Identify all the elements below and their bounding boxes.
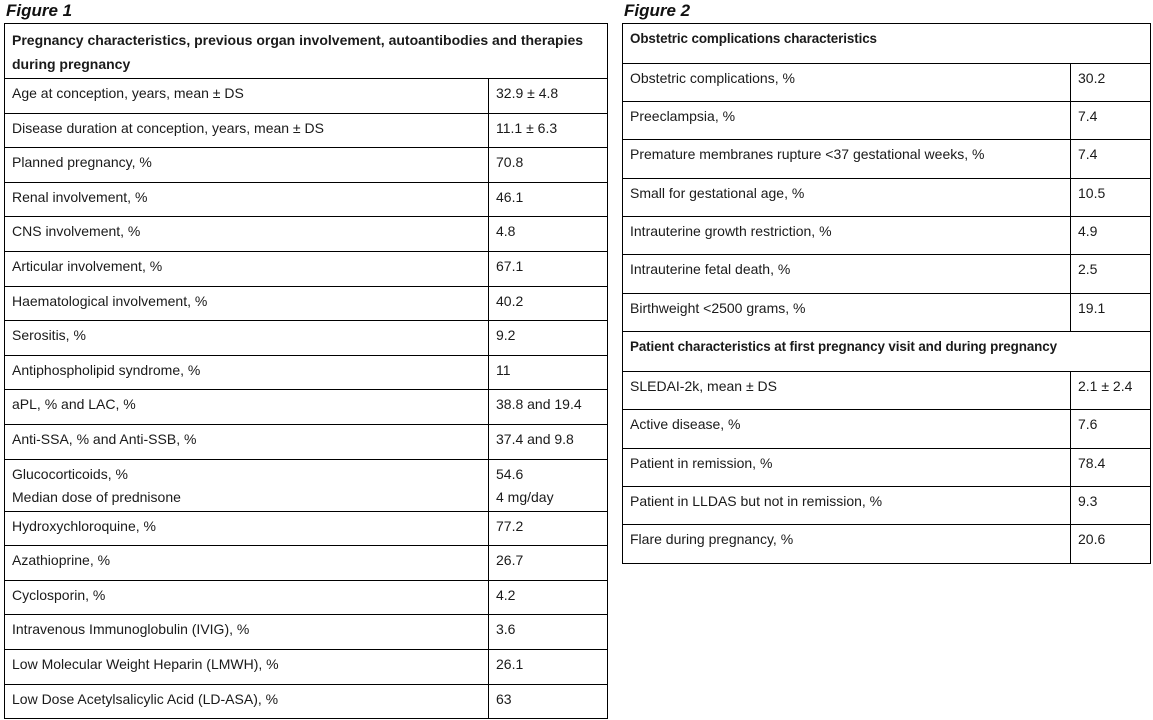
row-label-cell (5, 580, 489, 615)
figure-1-table (4, 23, 608, 719)
row-value: 7.4 (1078, 107, 1098, 124)
row-label-cell (623, 293, 1071, 331)
row-label: Preeclampsia, % (630, 107, 736, 124)
row-value: 2.1 ± 2.4 (1078, 377, 1133, 394)
row-value-cell (489, 615, 608, 650)
row-label-cell (623, 410, 1071, 448)
row-value: 3.6 (496, 621, 516, 638)
row-value: 11 (496, 361, 511, 378)
row-value: 70.8 (496, 154, 524, 171)
table-row (5, 546, 608, 581)
row-label: Intrauterine growth restriction, % (630, 223, 832, 240)
row-label: Disease duration at conception, years, mean ± DS (12, 119, 324, 136)
row-label: Haematological involvement, % (12, 292, 208, 309)
row-value-cell (1071, 63, 1151, 101)
row-label: Planned pregnancy, % (12, 154, 152, 171)
table-row (5, 511, 608, 546)
table-row (623, 525, 1151, 563)
row-value-line2: 4 mg/day (496, 488, 554, 505)
row-value: 38.8 and 19.4 (496, 396, 582, 413)
row-value-cell (489, 459, 608, 511)
row-value-cell (1071, 178, 1151, 216)
figure-2-table (622, 23, 1151, 564)
row-label-cell (5, 355, 489, 390)
row-value-cell (1071, 293, 1151, 331)
row-label-cell (5, 113, 489, 148)
row-label: Low Dose Acetylsalicylic Acid (LD-ASA), % (12, 690, 279, 707)
table-row (5, 390, 608, 425)
row-value-cell (489, 217, 608, 252)
row-label-line2: Median dose of prednisone (12, 488, 181, 505)
row-label-cell (5, 286, 489, 321)
row-label: CNS involvement, % (12, 223, 141, 240)
row-label-cell (5, 511, 489, 546)
row-value: 46.1 (496, 188, 524, 205)
row-label: Premature membranes rupture <37 gestational weeks, % (630, 146, 985, 163)
row-value-cell (489, 79, 608, 114)
row-label: Serositis, % (12, 327, 86, 344)
row-value-cell (489, 424, 608, 459)
row-value: 9.3 (1078, 492, 1098, 509)
row-label-cell (623, 217, 1071, 255)
table-row (5, 286, 608, 321)
table-row (5, 649, 608, 684)
row-value: 7.6 (1078, 416, 1098, 433)
table-row (623, 255, 1151, 293)
table-row (623, 293, 1151, 331)
row-label: Small for gestational age, % (630, 184, 805, 201)
figure-1-title: Figure 1 (6, 1, 73, 20)
row-label: Cyclosporin, % (12, 586, 106, 603)
row-value: 20.6 (1078, 531, 1106, 548)
row-value: 77.2 (496, 517, 524, 534)
row-label: Intrauterine fetal death, % (630, 261, 791, 278)
table-row (5, 217, 608, 252)
row-label-cell (623, 140, 1071, 178)
row-value: 32.9 ± 4.8 (496, 85, 559, 101)
row-value: 26.7 (496, 552, 524, 569)
table-row (623, 178, 1151, 216)
row-label: Low Molecular Weight Heparin (LMWH), % (12, 655, 279, 672)
row-label-cell (5, 251, 489, 286)
table-row (5, 355, 608, 390)
row-value: 40.2 (496, 292, 524, 309)
row-label-cell (623, 63, 1071, 101)
table-row (5, 113, 608, 148)
table-row (5, 424, 608, 459)
row-label: aPL, % and LAC, % (12, 396, 136, 413)
row-label: Hydroxychloroquine, % (12, 517, 156, 534)
row-value-cell (1071, 140, 1151, 178)
row-label: Obstetric complications, % (630, 69, 795, 86)
table-row (623, 101, 1151, 139)
row-value-cell (489, 321, 608, 356)
row-value: 37.4 and 9.8 (496, 430, 574, 447)
row-label-cell (5, 217, 489, 252)
row-value-cell (489, 148, 608, 183)
row-value-cell (489, 251, 608, 286)
table-row (5, 251, 608, 286)
row-label: Patient in LLDAS but not in remission, % (630, 492, 883, 509)
table-row (623, 486, 1151, 524)
table-row (623, 448, 1151, 486)
table-row (5, 148, 608, 183)
row-value-cell (489, 546, 608, 581)
table-row (5, 459, 608, 511)
table-row (623, 217, 1151, 255)
figure-2 (622, 2, 1150, 564)
figure-2-table-body (623, 24, 1151, 564)
row-label-cell (5, 684, 489, 719)
row-value: 7.4 (1078, 146, 1098, 163)
row-label-cell (5, 424, 489, 459)
row-label-cell (5, 459, 489, 511)
row-label-cell (5, 649, 489, 684)
row-label-cell (623, 101, 1071, 139)
row-label-cell (5, 182, 489, 217)
row-value-cell (1071, 448, 1151, 486)
row-label-cell (5, 148, 489, 183)
table-row (623, 371, 1151, 409)
row-label: Renal involvement, % (12, 188, 148, 205)
row-label: Intravenous Immunoglobulin (IVIG), % (12, 621, 250, 638)
figure-2-title: Figure 2 (624, 1, 691, 20)
row-label-cell (623, 371, 1071, 409)
row-value-cell (1071, 486, 1151, 524)
row-value-cell (489, 649, 608, 684)
row-label: SLEDAI-2k, mean ± DS (630, 377, 777, 394)
table-row (5, 615, 608, 650)
section-header-cell: Patient characteristics at first pregnancy visit and during pregnancy (623, 332, 1151, 372)
row-value-cell (489, 511, 608, 546)
row-value: 11.1 ± 6.3 (496, 119, 558, 136)
row-label: Active disease, % (630, 416, 741, 433)
table-row (623, 140, 1151, 178)
row-label-cell (5, 615, 489, 650)
row-value: 9.2 (496, 327, 516, 344)
row-value-cell (1071, 371, 1151, 409)
row-value-cell (1071, 101, 1151, 139)
row-value: 4.2 (496, 586, 516, 603)
row-label: Azathioprine, % (12, 552, 111, 569)
row-label: Articular involvement, % (12, 257, 163, 274)
table-row (623, 410, 1151, 448)
row-value-cell (1071, 525, 1151, 563)
row-label-cell (623, 178, 1071, 216)
table-row (623, 63, 1151, 101)
row-label: Birthweight <2500 grams, % (630, 299, 806, 316)
table-row (5, 182, 608, 217)
row-label-cell (5, 390, 489, 425)
row-label: Age at conception, years, mean ± DS (12, 85, 244, 101)
row-value-cell (489, 580, 608, 615)
row-value-cell (489, 286, 608, 321)
row-label: Antiphospholipid syndrome, % (12, 361, 201, 378)
row-value: 30.2 (1078, 69, 1106, 86)
row-label: Flare during pregnancy, % (630, 531, 794, 548)
figure-1-header-cell: Pregnancy characteristics, previous organ involvement, autoantibodies and therapies during pregnancy (5, 24, 608, 79)
row-value: 10.5 (1078, 184, 1106, 201)
row-value-cell (489, 390, 608, 425)
row-label-cell (5, 321, 489, 356)
row-value: 26.1 (496, 655, 524, 672)
row-value: 2.5 (1078, 261, 1098, 278)
table-row (5, 684, 608, 719)
row-value: 54.6 (496, 465, 524, 482)
row-value-cell (489, 113, 608, 148)
row-value: 4.9 (1078, 223, 1098, 240)
row-value-cell (1071, 217, 1151, 255)
row-value: 67.1 (496, 257, 524, 274)
table-row (5, 580, 608, 615)
figure-1-table-body (5, 24, 608, 719)
row-value-cell (489, 355, 608, 390)
row-label: Glucocorticoids, % (12, 465, 128, 482)
section-header-row (623, 332, 1151, 372)
row-label-cell (5, 546, 489, 581)
figure-1 (4, 2, 607, 719)
row-label-cell (623, 525, 1071, 563)
row-label-cell (623, 448, 1071, 486)
row-value-cell (1071, 410, 1151, 448)
table-row (5, 321, 608, 356)
row-label: Patient in remission, % (630, 454, 773, 471)
row-label: Anti-SSA, % and Anti-SSB, % (12, 430, 197, 447)
row-value: 78.4 (1078, 454, 1106, 471)
section-header-cell: Obstetric complications characteristics (623, 24, 1151, 64)
row-value: 4.8 (496, 223, 516, 240)
row-value: 63 (496, 690, 512, 707)
row-label-cell (623, 255, 1071, 293)
row-value: 19.1 (1078, 299, 1106, 316)
row-value-cell (1071, 255, 1151, 293)
row-label-cell (623, 486, 1071, 524)
table-row (5, 79, 608, 114)
row-value-cell (489, 182, 608, 217)
section-header-row (623, 24, 1151, 64)
row-value-cell (489, 684, 608, 719)
row-label-cell (5, 79, 489, 114)
figure-1-header-row (5, 24, 608, 79)
